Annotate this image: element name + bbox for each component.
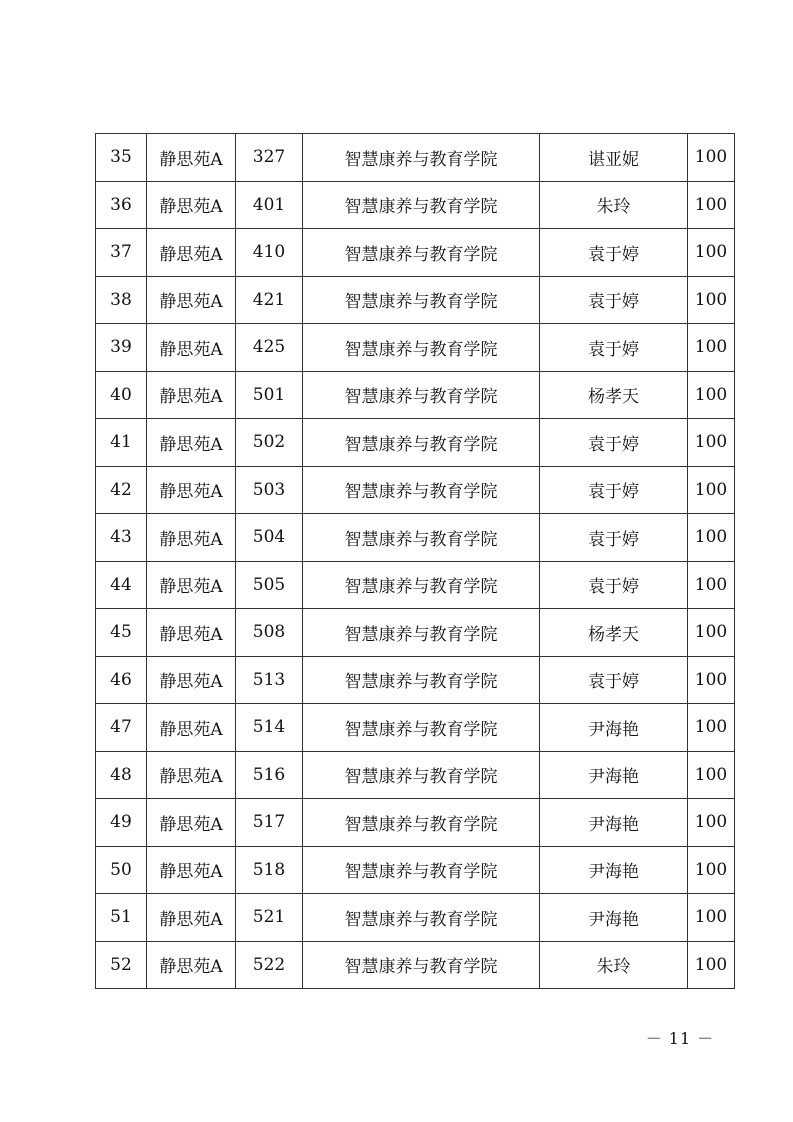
inspector-name-cell: 尹海艳	[540, 751, 688, 799]
college-cell: 智慧康养与教育学院	[303, 324, 540, 372]
room-number-cell: 518	[236, 846, 303, 894]
row-number-cell: 52	[96, 941, 147, 989]
row-number-cell: 51	[96, 894, 147, 942]
building-cell: 静思苑A	[147, 229, 236, 277]
inspector-name-cell: 谌亚妮	[540, 134, 688, 182]
score-cell: 100	[688, 134, 735, 182]
building-cell: 静思苑A	[147, 466, 236, 514]
table-row	[96, 751, 735, 799]
inspector-name-cell: 袁于婷	[540, 419, 688, 467]
building-cell: 静思苑A	[147, 181, 236, 229]
score-cell: 100	[688, 799, 735, 847]
college-cell: 智慧康养与教育学院	[303, 229, 540, 277]
college-cell: 智慧康养与教育学院	[303, 846, 540, 894]
inspector-name-cell: 尹海艳	[540, 799, 688, 847]
row-number-cell: 43	[96, 514, 147, 562]
room-number-cell: 513	[236, 656, 303, 704]
table-row	[96, 229, 735, 277]
row-number-cell: 47	[96, 704, 147, 752]
row-number-cell: 41	[96, 419, 147, 467]
room-number-cell: 522	[236, 941, 303, 989]
table-row	[96, 276, 735, 324]
room-number-cell: 508	[236, 609, 303, 657]
table-row	[96, 561, 735, 609]
college-cell: 智慧康养与教育学院	[303, 514, 540, 562]
row-number-cell: 44	[96, 561, 147, 609]
score-cell: 100	[688, 324, 735, 372]
table-row	[96, 371, 735, 419]
table-row	[96, 466, 735, 514]
college-cell: 智慧康养与教育学院	[303, 419, 540, 467]
inspector-name-cell: 尹海艳	[540, 846, 688, 894]
score-cell: 100	[688, 656, 735, 704]
college-cell: 智慧康养与教育学院	[303, 276, 540, 324]
table-row	[96, 134, 735, 182]
college-cell: 智慧康养与教育学院	[303, 751, 540, 799]
table-row	[96, 324, 735, 372]
building-cell: 静思苑A	[147, 134, 236, 182]
table-row	[96, 941, 735, 989]
room-number-cell: 502	[236, 419, 303, 467]
table-row	[96, 704, 735, 752]
score-cell: 100	[688, 371, 735, 419]
table-row	[96, 609, 735, 657]
table-row	[96, 846, 735, 894]
score-cell: 100	[688, 609, 735, 657]
room-number-cell: 501	[236, 371, 303, 419]
table-body	[96, 134, 735, 989]
college-cell: 智慧康养与教育学院	[303, 656, 540, 704]
row-number-cell: 37	[96, 229, 147, 277]
building-cell: 静思苑A	[147, 846, 236, 894]
room-number-cell: 521	[236, 894, 303, 942]
inspector-name-cell: 朱玲	[540, 941, 688, 989]
table-row	[96, 419, 735, 467]
room-number-cell: 327	[236, 134, 303, 182]
building-cell: 静思苑A	[147, 609, 236, 657]
college-cell: 智慧康养与教育学院	[303, 181, 540, 229]
room-number-cell: 504	[236, 514, 303, 562]
college-cell: 智慧康养与教育学院	[303, 704, 540, 752]
room-number-cell: 514	[236, 704, 303, 752]
score-cell: 100	[688, 751, 735, 799]
college-cell: 智慧康养与教育学院	[303, 466, 540, 514]
building-cell: 静思苑A	[147, 656, 236, 704]
inspector-name-cell: 袁于婷	[540, 514, 688, 562]
college-cell: 智慧康养与教育学院	[303, 799, 540, 847]
room-number-cell: 505	[236, 561, 303, 609]
score-cell: 100	[688, 704, 735, 752]
college-cell: 智慧康养与教育学院	[303, 941, 540, 989]
page-number: － 11 －	[645, 1029, 715, 1048]
inspector-name-cell: 袁于婷	[540, 324, 688, 372]
score-cell: 100	[688, 846, 735, 894]
room-number-cell: 425	[236, 324, 303, 372]
table-row	[96, 181, 735, 229]
room-number-cell: 516	[236, 751, 303, 799]
inspector-name-cell: 尹海艳	[540, 704, 688, 752]
inspector-name-cell: 杨孝天	[540, 609, 688, 657]
room-number-cell: 421	[236, 276, 303, 324]
college-cell: 智慧康养与教育学院	[303, 561, 540, 609]
college-cell: 智慧康养与教育学院	[303, 134, 540, 182]
inspector-name-cell: 袁于婷	[540, 466, 688, 514]
building-cell: 静思苑A	[147, 894, 236, 942]
row-number-cell: 38	[96, 276, 147, 324]
building-cell: 静思苑A	[147, 704, 236, 752]
building-cell: 静思苑A	[147, 561, 236, 609]
row-number-cell: 42	[96, 466, 147, 514]
row-number-cell: 50	[96, 846, 147, 894]
college-cell: 智慧康养与教育学院	[303, 894, 540, 942]
building-cell: 静思苑A	[147, 941, 236, 989]
building-cell: 静思苑A	[147, 514, 236, 562]
score-cell: 100	[688, 514, 735, 562]
inspector-name-cell: 朱玲	[540, 181, 688, 229]
row-number-cell: 39	[96, 324, 147, 372]
score-cell: 100	[688, 941, 735, 989]
row-number-cell: 46	[96, 656, 147, 704]
building-cell: 静思苑A	[147, 419, 236, 467]
table-row	[96, 799, 735, 847]
inspector-name-cell: 袁于婷	[540, 561, 688, 609]
dormitory-score-table	[95, 133, 735, 989]
room-number-cell: 410	[236, 229, 303, 277]
inspector-name-cell: 杨孝天	[540, 371, 688, 419]
inspector-name-cell: 袁于婷	[540, 276, 688, 324]
table-row	[96, 656, 735, 704]
inspector-name-cell: 尹海艳	[540, 894, 688, 942]
score-cell: 100	[688, 419, 735, 467]
row-number-cell: 45	[96, 609, 147, 657]
row-number-cell: 49	[96, 799, 147, 847]
inspector-name-cell: 袁于婷	[540, 229, 688, 277]
college-cell: 智慧康养与教育学院	[303, 371, 540, 419]
row-number-cell: 48	[96, 751, 147, 799]
inspector-name-cell: 袁于婷	[540, 656, 688, 704]
building-cell: 静思苑A	[147, 276, 236, 324]
room-number-cell: 517	[236, 799, 303, 847]
building-cell: 静思苑A	[147, 799, 236, 847]
building-cell: 静思苑A	[147, 324, 236, 372]
building-cell: 静思苑A	[147, 371, 236, 419]
score-cell: 100	[688, 276, 735, 324]
score-cell: 100	[688, 466, 735, 514]
row-number-cell: 40	[96, 371, 147, 419]
table-row	[96, 894, 735, 942]
college-cell: 智慧康养与教育学院	[303, 609, 540, 657]
table-row	[96, 514, 735, 562]
row-number-cell: 36	[96, 181, 147, 229]
building-cell: 静思苑A	[147, 751, 236, 799]
row-number-cell: 35	[96, 134, 147, 182]
score-cell: 100	[688, 229, 735, 277]
room-number-cell: 401	[236, 181, 303, 229]
score-cell: 100	[688, 561, 735, 609]
room-number-cell: 503	[236, 466, 303, 514]
score-cell: 100	[688, 181, 735, 229]
score-cell: 100	[688, 894, 735, 942]
